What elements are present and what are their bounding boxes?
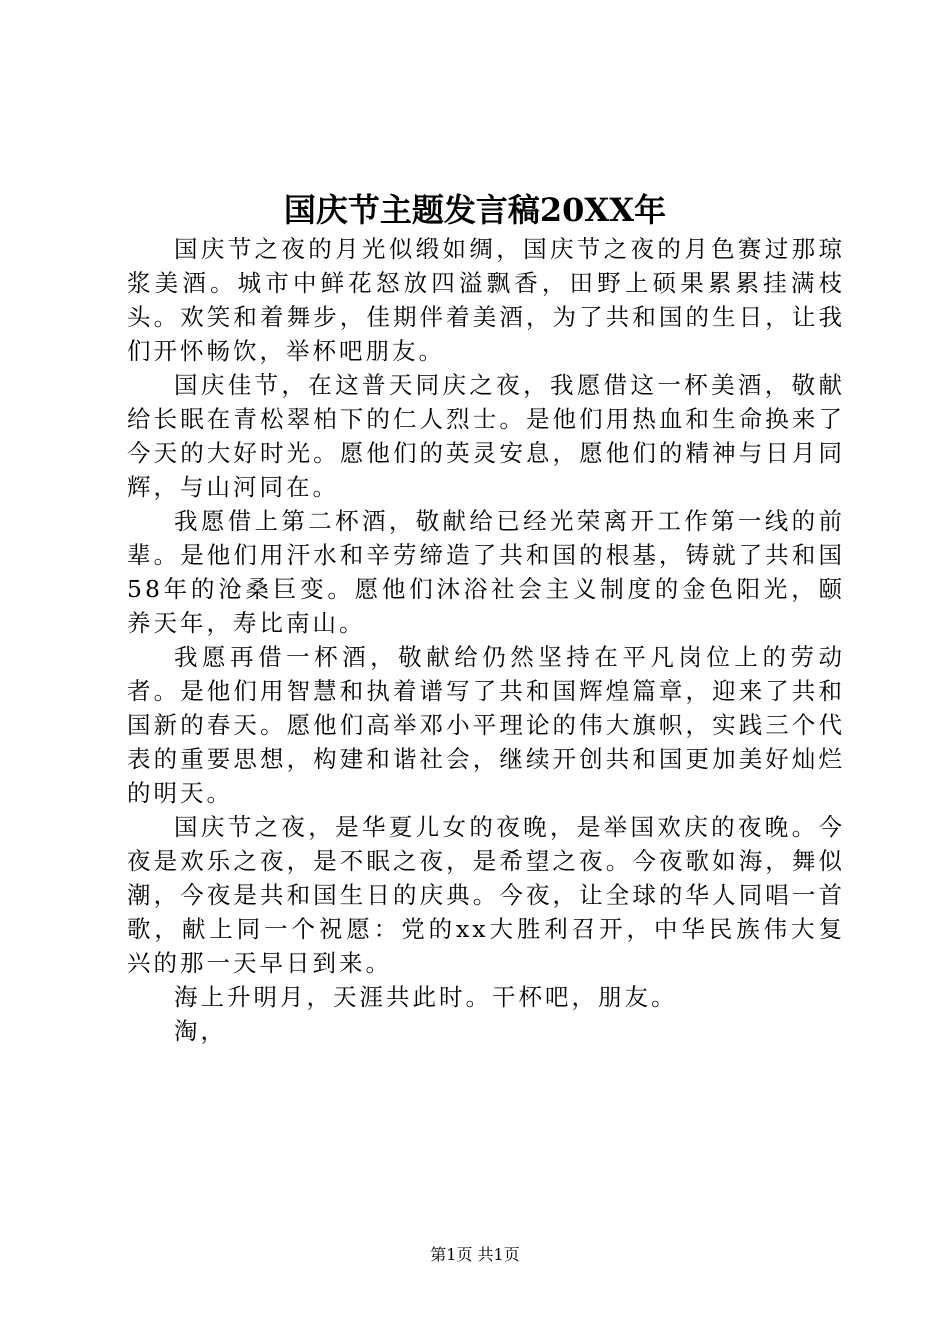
document-title: 国庆节主题发言稿20XX年 <box>283 191 667 229</box>
paragraph-1: 国庆节之夜的月光似缎如绸，国庆节之夜的月色赛过那琼浆美酒。城市中鲜花怒放四溢飘香，田野上硕果累累挂满枝头。欢笑和着舞步，佳期伴着美酒，为了共和国的生日，让我们开怀畅饮，举杯吧朋友。 <box>127 235 845 365</box>
paragraph-3: 我愿借上第二杯酒，敬献给已经光荣离开工作第一线的前辈。是他们用汗水和辛劳缔造了共和国的根基，铸就了共和国58年的沧桑巨变。愿他们沐浴社会主义制度的金色阳光，颐养天年，寿比南山。 <box>127 507 845 637</box>
document-body <box>127 232 845 1048</box>
paragraph-7: 淘， <box>174 1017 227 1045</box>
paragraph-5: 国庆节之夜，是华夏儿女的夜晚，是举国欢庆的夜晚。今夜是欢乐之夜，是不眠之夜，是希望之夜。今夜歌如海，舞似潮，今夜是共和国生日的庆典。今夜，让全球的华人同唱一首歌，献上同一个祝愿：党的xx大胜利召开，中华民族伟大复兴的那一天早日到来。 <box>127 813 845 977</box>
page-footer: 第1页 共1页 <box>430 1245 520 1264</box>
paragraph-2: 国庆佳节，在这普天同庆之夜，我愿借这一杯美酒，敬献给长眠在青松翠柏下的仁人烈士。是他们用热血和生命换来了今天的大好时光。愿他们的英灵安息，愿他们的精神与日月同辉，与山河同在。 <box>127 371 845 501</box>
paragraph-4: 我愿再借一杯酒，敬献给仍然坚持在平凡岗位上的劳动者。是他们用智慧和执着谱写了共和国辉煌篇章，迎来了共和国新的春天。愿他们高举邓小平理论的伟大旗帜，实践三个代表的重要思想，构建和谐社会，继续开创共和国更加美好灿烂的明天。 <box>127 643 845 807</box>
paragraph-6: 海上升明月，天涯共此时。干杯吧，朋友。 <box>174 983 678 1011</box>
